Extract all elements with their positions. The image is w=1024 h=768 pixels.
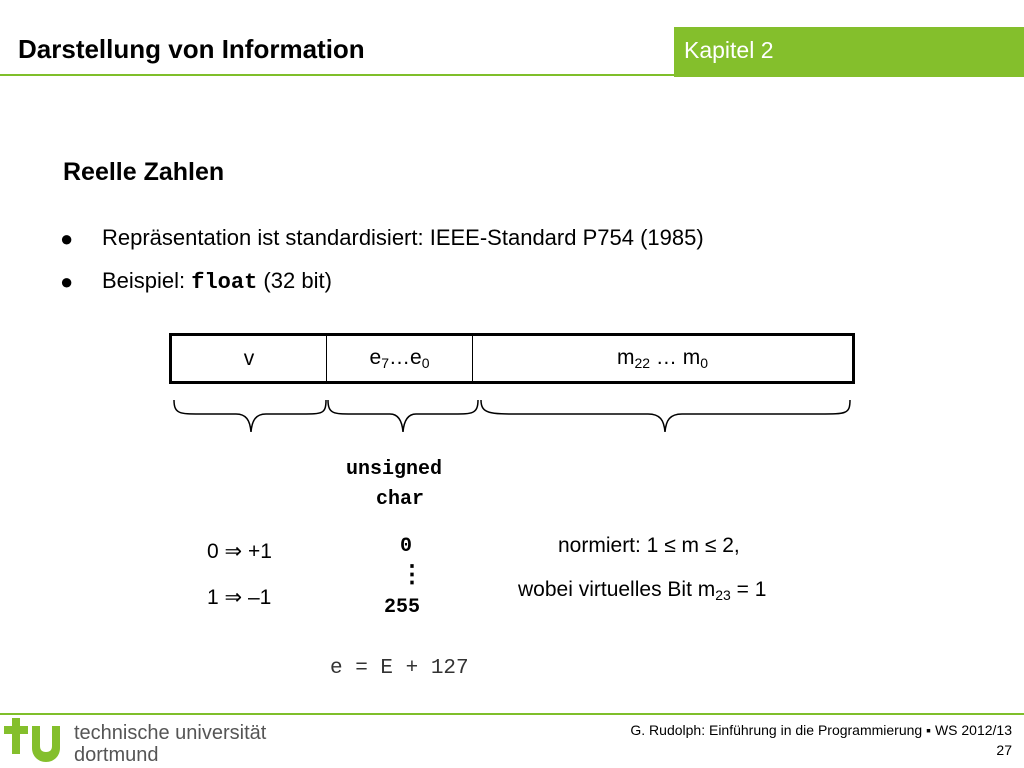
bit-size: (32 bit) [263, 268, 332, 293]
chapter-label: Kapitel 2 [684, 37, 774, 63]
sign-rule-negative: 1 ⇒ –1 [207, 586, 272, 609]
university-name-line1: technische universität [74, 722, 267, 744]
mantissa-brace [481, 400, 850, 432]
float-layout-table [169, 333, 855, 384]
bullet-text-2 [102, 268, 332, 295]
exponent-min: 0 [400, 535, 413, 558]
exponent-cell [327, 336, 473, 381]
mantissa-label: $m_{22}$ … $m_0$ [616, 346, 709, 371]
footer-divider [0, 713, 1024, 715]
section-title: Reelle Zahlen [63, 158, 225, 186]
page-number: 27 [996, 742, 1012, 758]
sign-bit-cell [172, 336, 327, 381]
page-title: Darstellung von Information [18, 34, 365, 64]
exponent-range-dots: ⋮ [400, 563, 424, 590]
bullet-text-1: Repräsentation ist standardisiert: IEEE-Standard P754 (1985) [102, 225, 704, 250]
float-keyword: float [191, 270, 258, 295]
bullet-dot-1: ● [60, 226, 74, 251]
bias-formula: e = E + 127 [330, 657, 469, 680]
exponent-label: $e_7\dots e_0$ [369, 346, 430, 371]
sign-bit-label: v [243, 346, 255, 370]
virtual-bit-note: wobei virtuelles Bit $m_{23} = 1$ [518, 578, 767, 603]
exponent-max: 255 [384, 596, 421, 619]
tu-logo-icon [4, 718, 64, 764]
example-label: Beispiel: [102, 268, 186, 293]
exponent-brace [328, 400, 478, 432]
sign-brace [174, 400, 326, 432]
bullet-dot-2: ● [60, 269, 74, 294]
course-info: G. Rudolph: Einführung in die Programmierung ▪ WS 2012/13 [630, 722, 1012, 738]
sign-rule-positive: 0 ⇒ +1 [207, 540, 272, 563]
header-divider [0, 74, 674, 76]
mantissa-cell [473, 336, 852, 381]
type-unsigned: unsigned [346, 458, 443, 481]
university-name-line2: dortmund [74, 744, 159, 766]
mantissa-normalized-note: normiert: 1 ≤ m ≤ 2, [558, 534, 740, 557]
type-char: char [376, 488, 425, 511]
